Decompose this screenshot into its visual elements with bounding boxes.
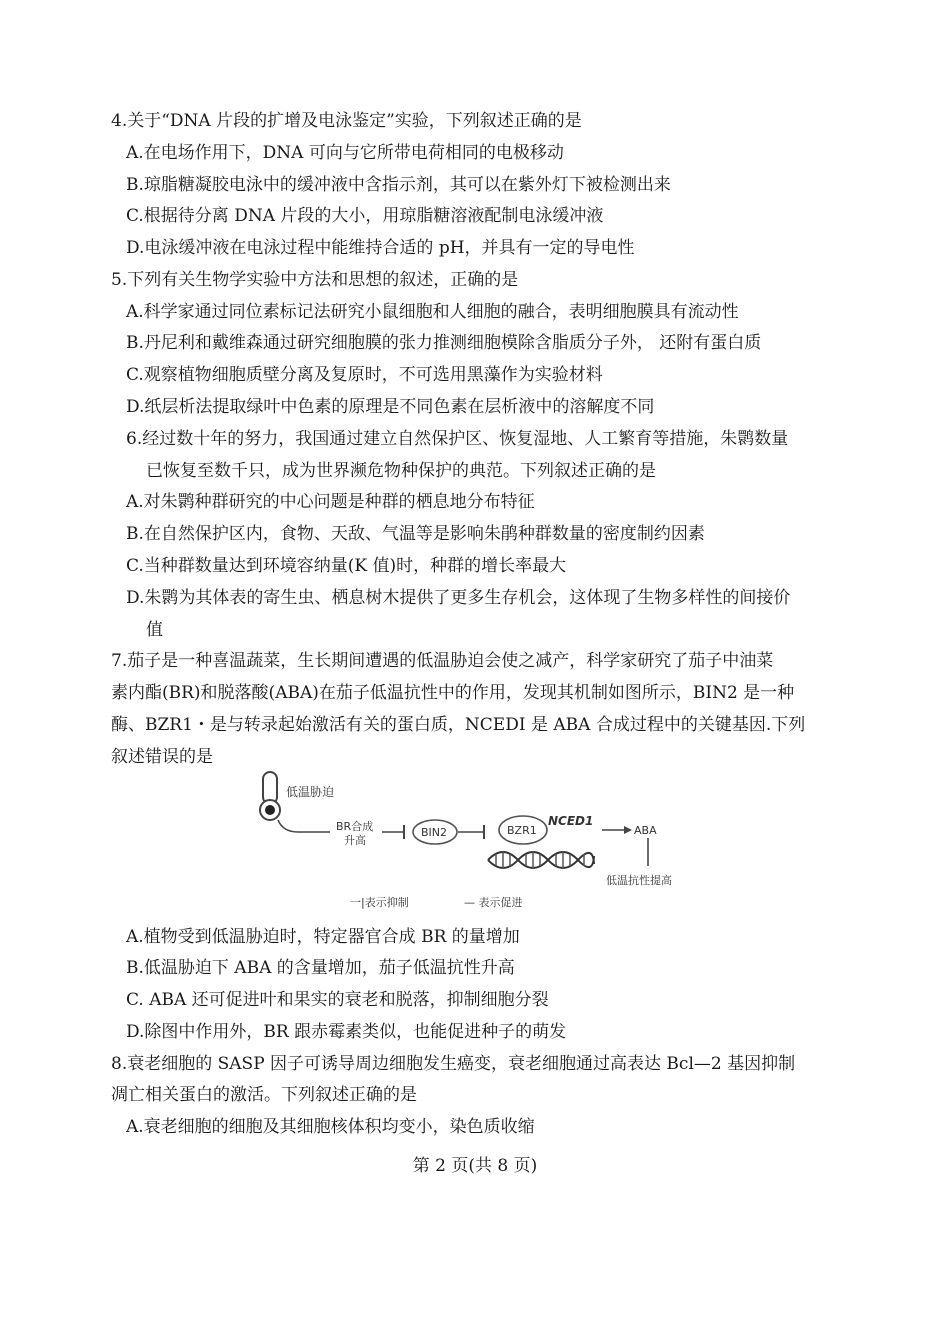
q8-stem-line1: 8.衰老细胞的 SASP 因子可诱导周边细胞发生癌变，衰老细胞通过高表达 Bcl—2 基因抑制 — [111, 1054, 796, 1074]
q4-option-c: C.根据待分离 DNA 片段的大小，用琼脂糖溶液配制电泳缓冲液 — [126, 206, 604, 226]
aba-label: ABA — [634, 824, 657, 837]
q7-option-d: D.除图中作用外，BR 跟赤霉素类似，也能促进种子的萌发 — [126, 1022, 567, 1042]
q4-option-b: B.琼脂糖凝胶电泳中的缓冲液中含指示剂，其可以在紫外灯下被检测出来 — [126, 175, 671, 195]
bin2-label: BIN2 — [421, 826, 448, 839]
nced1-label: NCED1 — [548, 814, 594, 828]
q6-option-b: B.在自然保护区内，食物、天敌、气温等是影响朱鹃种群数量的密度制约因素 — [126, 524, 705, 544]
q5-option-d: D.纸层析法提取绿叶中色素的原理是不同色素在层析液中的溶解度不同 — [126, 397, 655, 417]
q7-option-a: A.植物受到低温胁迫时，特定器官合成 BR 的量增加 — [126, 927, 520, 947]
q6-option-d-cont: 值 — [146, 620, 163, 640]
thermometer-icon — [260, 772, 280, 820]
q5-stem: 5.下列有关生物学实验中方法和思想的叙述，正确的是 — [111, 270, 519, 290]
q7-stem-line3: 酶、BZR1・是与转录起始激活有关的蛋白质，NCEDI 是 ABA 合成过程中的关键基因.下列 — [111, 715, 806, 735]
q4-option-a: A.在电场作用下，DNA 可向与它所带电荷相同的电极移动 — [126, 143, 564, 163]
result-label: 低温抗性提高 — [606, 874, 672, 887]
q7-stem-line2: 素内酯(BR)和脱落酸(ABA)在茄子低温抗性中的作用，发现其机制如图所示，BIN2 是一种 — [111, 683, 795, 703]
q4-option-d: D.电泳缓冲液在电泳过程中能维持合适的 pH，并具有一定的导电性 — [126, 238, 635, 258]
br-label-line2: 升高 — [344, 834, 366, 847]
q6-stem-line2: 已恢复至数千只，成为世界濒危物种保护的典范。下列叙述正确的是 — [146, 461, 656, 481]
q7-stem-line1: 7.茄子是一种喜温蔬菜，生长期间遭遇的低温胁迫会使之减产，科学家研究了茄子中油菜 — [111, 651, 774, 671]
q6-option-c: C.当种群数量达到环境容纳量(K 值)时，种群的增长率最大 — [126, 556, 567, 576]
q8-stem-line2: 凋亡相关蛋白的激活。下列叙述正确的是 — [111, 1085, 417, 1105]
legend-inhibit: 一|表示抑制 — [350, 896, 409, 909]
q7-mechanism-diagram — [258, 770, 698, 910]
q5-option-a: A.科学家通过同位素标记法研究小鼠细胞和人细胞的融合，表明细胞膜具有流动性 — [126, 302, 739, 322]
page-footer: 第 2 页(共 8 页) — [412, 1156, 538, 1176]
dna-helix-icon — [488, 851, 594, 869]
q7-option-c: C. ABA 还可促进叶和果实的衰老和脱落，抑制细胞分裂 — [126, 990, 549, 1010]
q5-option-b: B.丹尼利和戴维森通过研究细胞膜的张力推测细胞模除含脂质分子外， 还附有蛋白质 — [126, 333, 762, 353]
q8-option-a: A.衰老细胞的细胞及其细胞核体积均变小，染色质收缩 — [126, 1117, 535, 1137]
q6-option-d: D.朱鹮为其体表的寄生虫、栖息树木提供了更多生存机会，这体现了生物多样性的间接价 — [126, 588, 791, 608]
stress-connector — [278, 820, 330, 832]
stress-label: 低温胁迫 — [286, 785, 335, 799]
q7-option-b: B.低温胁迫下 ABA 的含量增加，茄子低温抗性升高 — [126, 958, 515, 978]
bzr1-label: BZR1 — [507, 824, 537, 837]
q4-stem: 4.关于“DNA 片段的扩增及电泳鉴定”实验，下列叙述正确的是 — [111, 111, 582, 131]
br-label-line1: BR合成 — [336, 820, 374, 833]
legend-promote: — 表示促进 — [464, 896, 523, 909]
q5-option-c: C.观察植物细胞质壁分离及复原时，不可选用黑藻作为实验材料 — [126, 365, 603, 385]
q6-stem-line1: 6.经过数十年的努力，我国通过建立自然保护区、恢复湿地、人工繁育等措施，朱鹮数量 — [126, 429, 789, 449]
q7-stem-line4: 叙述错误的是 — [111, 747, 213, 767]
q6-option-a: A.对朱鹮种群研究的中心问题是种群的栖息地分布特征 — [126, 492, 535, 512]
